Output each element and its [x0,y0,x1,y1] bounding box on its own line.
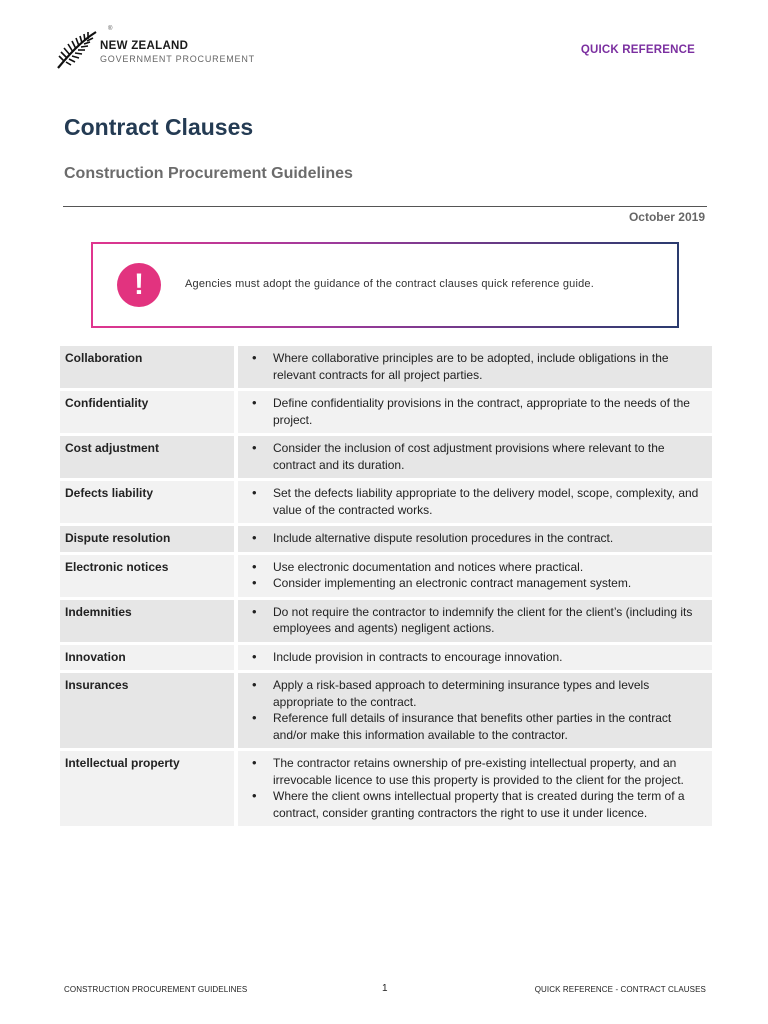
clause-name: Cost adjustment [60,436,234,478]
guidance-list [250,604,706,637]
clause-guidance [238,751,712,826]
guidance-list [250,649,706,666]
table-row [60,436,712,478]
list-item: • Consider the inclusion of cost adjustment provisions where relevant to the contract and its duration. [250,440,706,473]
table-row [60,673,712,748]
clause-guidance [238,555,712,597]
clause-name: Intellectual property [60,751,234,826]
clause-guidance [238,436,712,478]
clause-name: Collaboration [60,346,234,388]
list-item: • Apply a risk-based approach to determining insurance types and levels appropriate to the contract. [250,677,706,710]
table-row [60,555,712,597]
list-item: • Use electronic documentation and notices where practical. [250,559,706,576]
clause-name: Insurances [60,673,234,748]
list-item: • Define confidentiality provisions in the contract, appropriate to the needs of the project. [250,395,706,428]
clause-guidance [238,600,712,642]
guidance-list [250,350,706,383]
footer-right: QUICK REFERENCE - CONTRACT CLAUSES [534,985,706,994]
exclamation-icon: ! [117,263,161,307]
clause-guidance [238,673,712,748]
list-item: • Do not require the contractor to indemnify the client for the client’s (including its employees and agents) negligent actions. [250,604,706,637]
clause-name: Innovation [60,645,234,671]
table-row [60,526,712,552]
guidance-list [250,677,706,743]
clause-name: Defects liability [60,481,234,523]
table-row [60,346,712,388]
page-subtitle: Construction Procurement Guidelines [64,165,353,182]
table-row [60,391,712,433]
notice-text: Agencies must adopt the guidance of the contract clauses quick reference guide. [185,278,594,290]
header-divider [63,206,707,207]
clause-name: Indemnities [60,600,234,642]
quick-reference-badge: QUICK REFERENCE [580,44,695,56]
table-row [60,481,712,523]
logo-line-2: GOVERNMENT PROCUREMENT [100,54,255,64]
table-row [60,751,712,826]
guidance-list [250,530,706,547]
list-item: • Include provision in contracts to encourage innovation. [250,649,706,666]
guidance-list [250,395,706,428]
clause-name: Confidentiality [60,391,234,433]
guidance-list [250,755,706,821]
list-item: • Set the defects liability appropriate to the delivery model, scope, complexity, and value of the contracted works. [250,485,706,518]
page-title: Contract Clauses [64,114,254,140]
clause-guidance [238,526,712,552]
logo-line-1: NEW ZEALAND [100,40,189,52]
clause-guidance [238,481,712,523]
page-number: 1 [382,983,388,994]
list-item: • The contractor retains ownership of pre-existing intellectual property, and an irrevocable licence to use this property is provided to the client for the project. [250,755,706,788]
notice-box [91,242,679,328]
clause-name: Dispute resolution [60,526,234,552]
list-item: • Where the client owns intellectual property that is created during the term of a contract, consider granting contractors the right to use it under licence. [250,788,706,821]
clause-guidance [238,346,712,388]
publication-date: October 2019 [628,210,705,224]
guidance-list [250,485,706,518]
clause-guidance [238,645,712,671]
list-item: • Where collaborative principles are to be adopted, include obligations in the relevant contracts for all project parties. [250,350,706,383]
footer-left: CONSTRUCTION PROCUREMENT GUIDELINES [64,985,248,994]
clause-name: Electronic notices [60,555,234,597]
list-item: • Reference full details of insurance that benefits other parties in the contract and/or make this information available to the contractor. [250,710,706,743]
fern-icon [56,28,98,72]
table-row [60,600,712,642]
table-row [60,645,712,671]
list-item: • Consider implementing an electronic contract management system. [250,575,706,592]
clause-guidance [238,391,712,433]
clauses-table [60,346,712,829]
guidance-list [250,440,706,473]
list-item: • Include alternative dispute resolution procedures in the contract. [250,530,706,547]
nz-government-procurement-logo [56,26,256,70]
guidance-list [250,559,706,592]
registered-mark: ® [108,26,113,32]
